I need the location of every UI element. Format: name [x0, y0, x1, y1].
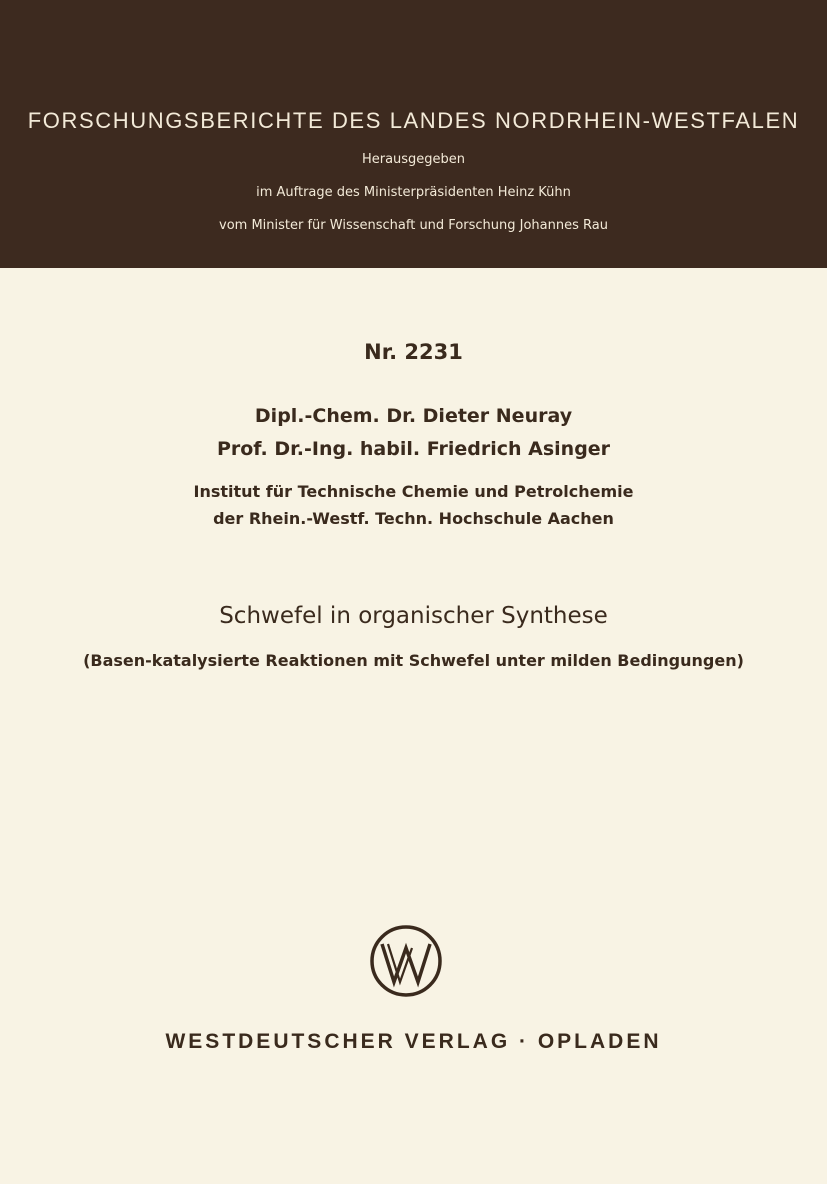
institution-line-2: der Rhein.-Westf. Techn. Hochschule Aachen: [213, 509, 614, 528]
westdeutscher-verlag-w-logo-icon: [369, 924, 443, 998]
editor-line-2: im Auftrage des Ministerpräsidenten Heinz Kühn: [256, 185, 571, 200]
book-title: Schwefel in organischer Synthese: [219, 603, 608, 629]
author-1: Dipl.-Chem. Dr. Dieter Neuray: [254, 405, 573, 427]
institution-line-1: Institut für Technische Chemie und Petrolchemie: [193, 482, 634, 501]
series-header-band: [0, 0, 827, 268]
editor-line-3: vom Minister für Wissenschaft und Forschung Johannes Rau: [219, 218, 608, 233]
book-subtitle: (Basen-katalysierte Reaktionen mit Schwefel unter milden Bedingungen): [83, 651, 744, 670]
author-2: Prof. Dr.-Ing. habil. Friedrich Asinger: [216, 438, 611, 460]
series-title: FORSCHUNGSBERICHTE DES LANDES NORDRHEIN-WESTFALEN: [27, 108, 800, 133]
editor-line-1: Herausgegeben: [361, 152, 466, 167]
report-number: Nr. 2231: [364, 340, 463, 364]
publisher-imprint: WESTDEUTSCHER VERLAG · OPLADEN: [165, 1030, 662, 1053]
